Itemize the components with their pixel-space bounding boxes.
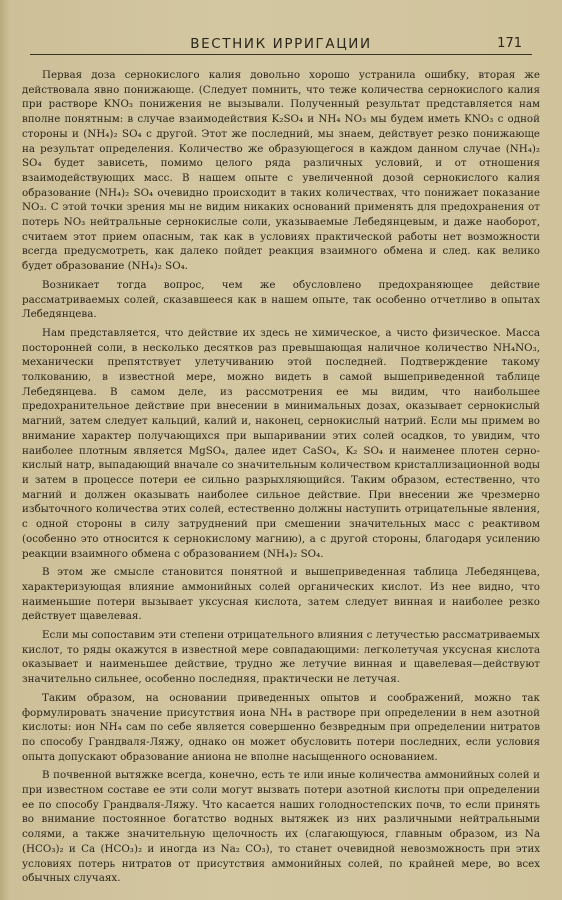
page-header — [40, 36, 522, 56]
paragraph: Таким образом, на основании приведенных опытов и соображений, можно так формулировать значение присутствия иона NH₄ в растворе при определении в нем азотной кислоты: ион NH₄ сам по себе является совершенно безвредным при определении нитратов по способу Грандваля-Ляжу, однако он может обусловить потери последних, если условия опыта допускают образование аниона не вполне насыщенного основанием. — [22, 691, 540, 763]
paragraph: Возникает тогда вопрос, чем же обусловлено предохраняющее действие рассматриваемых солей, сказавшееся как в нашем опыте, так особенно отчетливо в опытах Лебедянцева. — [22, 278, 540, 321]
paragraph: Нам представляется, что действие их здесь не химическое, а чисто физическое. Масса посторонней соли, в несколько десятков раз превышающая наличное количество NH₄NO₃, механически препятствует улетучиванию этой последней. Подтверждение такому толкованию, в известной мере, можно видеть в самой вышеприведенной таблице Лебедянцева. В самом деле, из рассмотрения ее мы видим, что наибольшее предохранительное действие при внесении в минимальных дозах, оказывает сернокислый магний, затем следует кальций, калий и, наконец, сернокислый натрий. Если мы примем во внимание характер получающихся при выпаривании этих солей осадков, то увидим, что наиболее плотным является MgSO₄, далее идет CaSO₄, K₂ SO₄ и наименее плотен серно-кислый натр, выпадающий вначале со значительным количеством кристаллизационной воды и затем в процессе потери ее сильно разрыхляющийся. Таким образом, естественно, что магний и должен оказывать наиболее сильное действие. При внесении же чрезмерно избыточного количества этих солей, естественно должны наступить отрицательные явления, с одной стороны в силу затруднений при смешении значительных масс с реактивом (особенно это относится к сернокислому магнию), а с другой стороны, благодаря усилению реакции взаимного обмена с образованием (NH₄)₂ SO₄. — [22, 326, 540, 560]
header-rule — [30, 54, 532, 55]
paragraph: В этом же смысле становится понятной и вышеприведенная таблица Лебедянцева, характеризующая влияние аммонийных солей органических кислот. Из нее видно, что наименьшие потери вызывает уксусная кислота, затем следует винная и наиболее резко действует щавелевая. — [22, 566, 540, 623]
article-body — [22, 68, 540, 890]
paragraph: Первая доза сернокислого калия довольно хорошо устранила ошибку, вторая же действовала явно понижающе. (Следует помнить, что теже количества сернокислого калия при растворе KNO₃ понижения не вызывали. Полученный результат представляется нам вполне понятным: в случае взаимодействия K₂SO₄ и NH₄ NO₃ мы будем иметь KNO₃ с одной стороны и (NH₄)₂ SO₄ с другой. Этот же последний, мы знаем, действует резко понижающе на результат определения. Количество же образующегося в каждом данном случае (NH₄)₂ SO₄ будет зависеть, помимо целого ряда различных условий, и от отношения взаимодействующих масс. В нашем опыте с увеличенной дозой сернокислого калия образование (NH₄)₂ SO₄ очевидно происходит в таких количествах, что понижает показание NO₃. С этой точки зрения мы не видим никаких оснований применять для предохранения от потерь NO₃ нейтральные сернокислые соли, указываемые Лебедянцевым, и даже наоборот, считаем этот прием опасным, так как в условиях практической работы нет возможности всегда предусмотреть, как далеко пойдет реакция взаимного обмена и след. как велико будет образование (NH₄)₂ SO₄. — [22, 69, 540, 273]
paragraph: Если мы сопоставим эти степени отрицательного влияния с летучестью рассматриваемых кислот, то ряды окажутся в известной мере совпадающими: легколетучая уксусная кислота оказывает и наименьшее действие, трудно же летучие винная и щавелевая—действуют значительно сильнее, особенно последняя, практически не летучая. — [22, 629, 540, 686]
page-number: 171 — [497, 36, 522, 51]
journal-title: ВЕСТНИК ИРРИГАЦИИ — [190, 36, 372, 52]
paragraph: В почвенной вытяжке всегда, конечно, есть те или иные количества аммонийных солей и при известном составе ее эти соли могут вызвать потери азотной кислоты при определении ее по способу Грандваля-Ляжу. Что касается наших голодностепских почв, то если принять во внимание постоянное богатство водных вытяжек из них различными нейтральными солями, а также значительную щелочность их (слагающуюся, главным образом, из Na (HCO₃)₂ и Ca (HCO₃)₂ и иногда из Na₂ CO₃), то станет очевидной невозможность при этих условиях потерь нитратов от присутствия аммонийных солей, по крайней мере, во всех обычных случаях. — [22, 769, 540, 885]
